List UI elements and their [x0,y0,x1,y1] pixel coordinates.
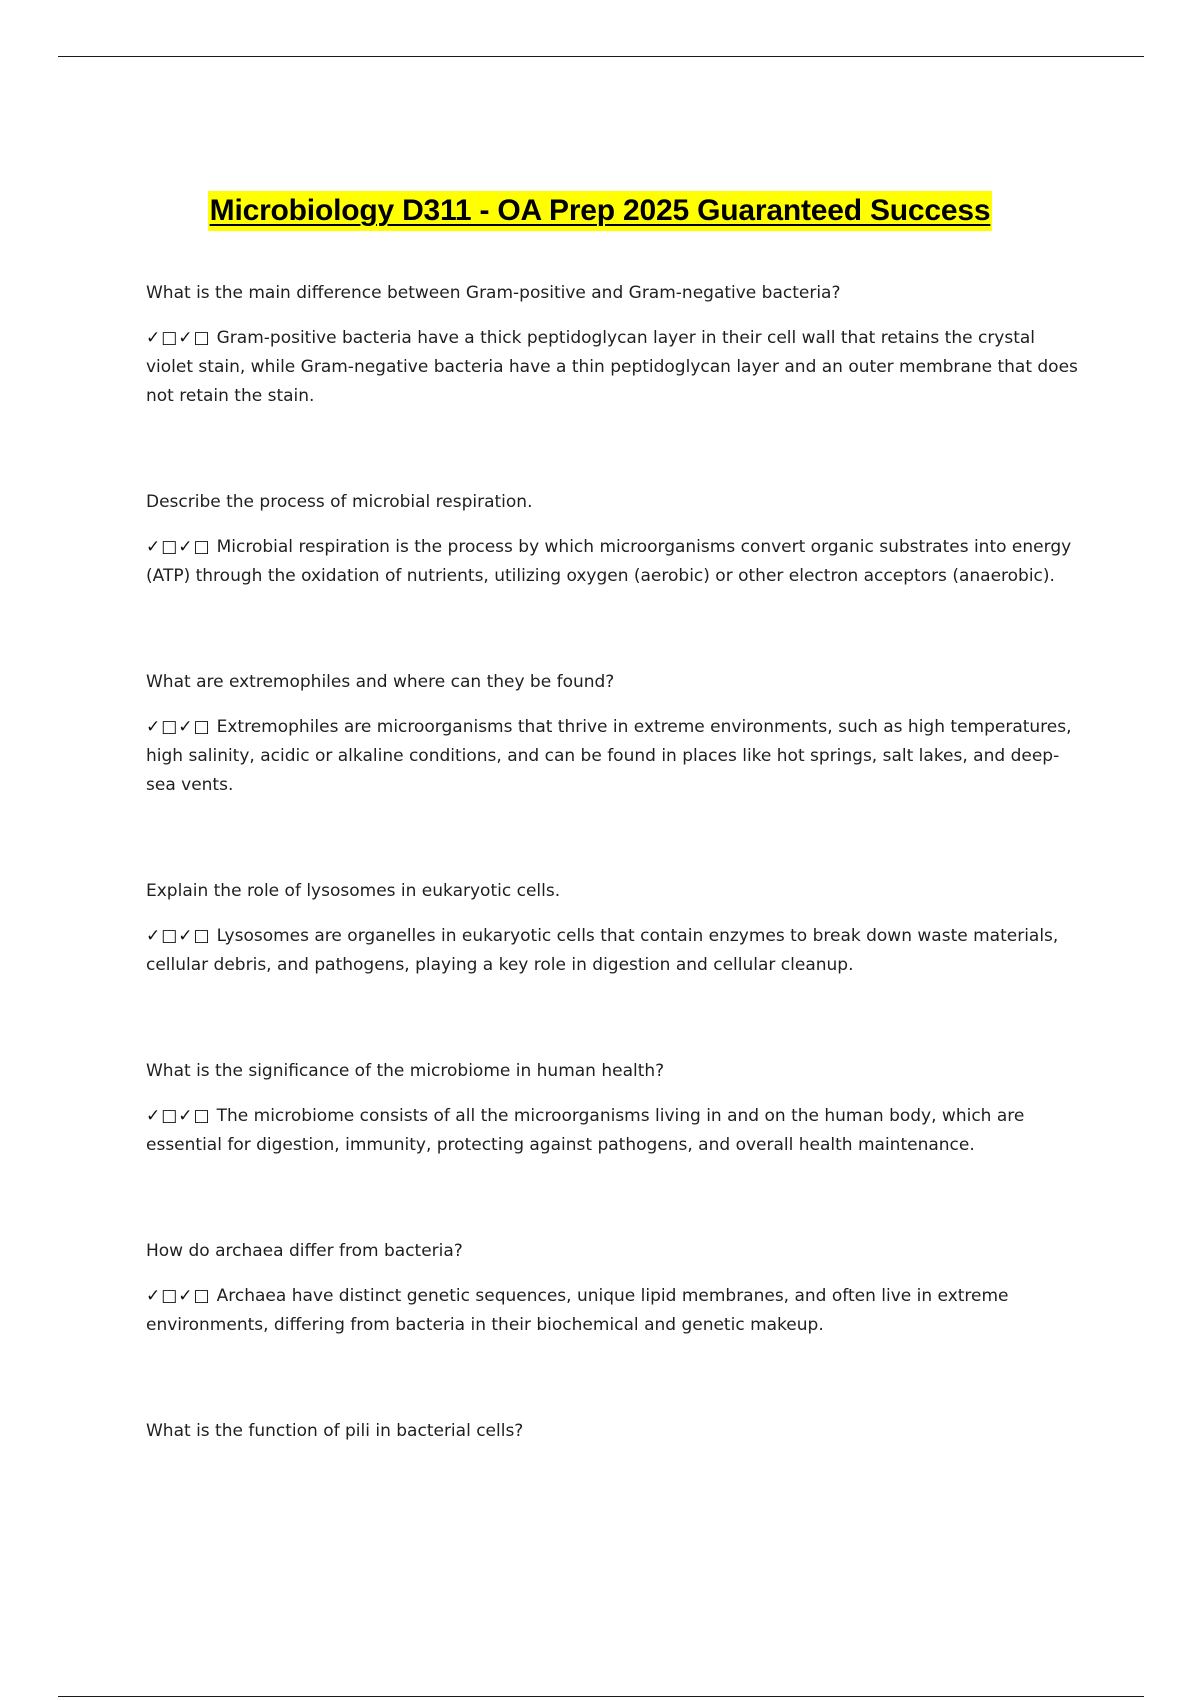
answer-block [146,922,1086,980]
qa-item [146,487,1086,591]
answer-text: Lysosomes are organelles in eukaryotic cells that contain enzymes to break down waste materials, cellular debris, and pathogens, playing a key role in digestion and cellular cleanup. [146,926,1059,975]
answer-block [146,533,1086,591]
answer-text: Extremophiles are microorganisms that thrive in extreme environments, such as high temperatures, high salinity, acidic or alkaline conditions, and can be found in places like hot springs, salt lakes, and deep-sea vents. [146,717,1072,795]
answer-checkmark-icon: ✓□✓□ [146,328,211,348]
question-text: Explain the role of lysosomes in eukaryotic cells. [146,881,561,901]
header-rule [58,56,1144,57]
answer-text: Archaea have distinct genetic sequences, unique lipid membranes, and often live in extreme environments, differing from bacteria in their biochemical and genetic makeup. [146,1286,1009,1335]
document-title: Microbiology D311 - OA Prep 2025 Guaranteed Success [208,191,993,231]
answer-block [146,1282,1086,1340]
answer-block [146,1102,1086,1160]
qa-item [146,1416,1086,1446]
qa-item [146,278,1086,411]
answer-checkmark-icon: ✓□✓□ [146,926,211,946]
question-text: What is the main difference between Gram-positive and Gram-negative bacteria? [146,283,841,303]
answer-text: Microbial respiration is the process by which microorganisms convert organic substrates into energy (ATP) through the oxidation of nutrients, utilizing oxygen (aerobic) or other electron acceptors (anaerobic). [146,537,1072,586]
answer-block [146,713,1086,800]
answer-text: The microbiome consists of all the microorganisms living in and on the human body, which are essential for digestion, immunity, protecting against pathogens, and overall health maintenance. [146,1106,1025,1155]
title-container [0,191,1200,231]
qa-item [146,1236,1086,1340]
question-text: What is the function of pili in bacterial cells? [146,1421,524,1441]
answer-checkmark-icon: ✓□✓□ [146,1106,211,1126]
answer-checkmark-icon: ✓□✓□ [146,1286,211,1306]
qa-item [146,876,1086,980]
question-text: What are extremophiles and where can they be found? [146,672,615,692]
footer-rule [58,1696,1144,1697]
question-text: Describe the process of microbial respiration. [146,492,533,512]
answer-checkmark-icon: ✓□✓□ [146,717,211,737]
qa-item [146,1056,1086,1160]
qa-list [146,278,1086,1522]
answer-block [146,324,1086,411]
answer-text: Gram-positive bacteria have a thick peptidoglycan layer in their cell wall that retains the crystal violet stain, while Gram-negative bacteria have a thin peptidoglycan layer and an outer membrane that does not retain the stain. [146,328,1078,406]
question-text: What is the significance of the microbiome in human health? [146,1061,665,1081]
answer-checkmark-icon: ✓□✓□ [146,537,211,557]
question-text: How do archaea differ from bacteria? [146,1241,463,1261]
qa-item [146,667,1086,800]
